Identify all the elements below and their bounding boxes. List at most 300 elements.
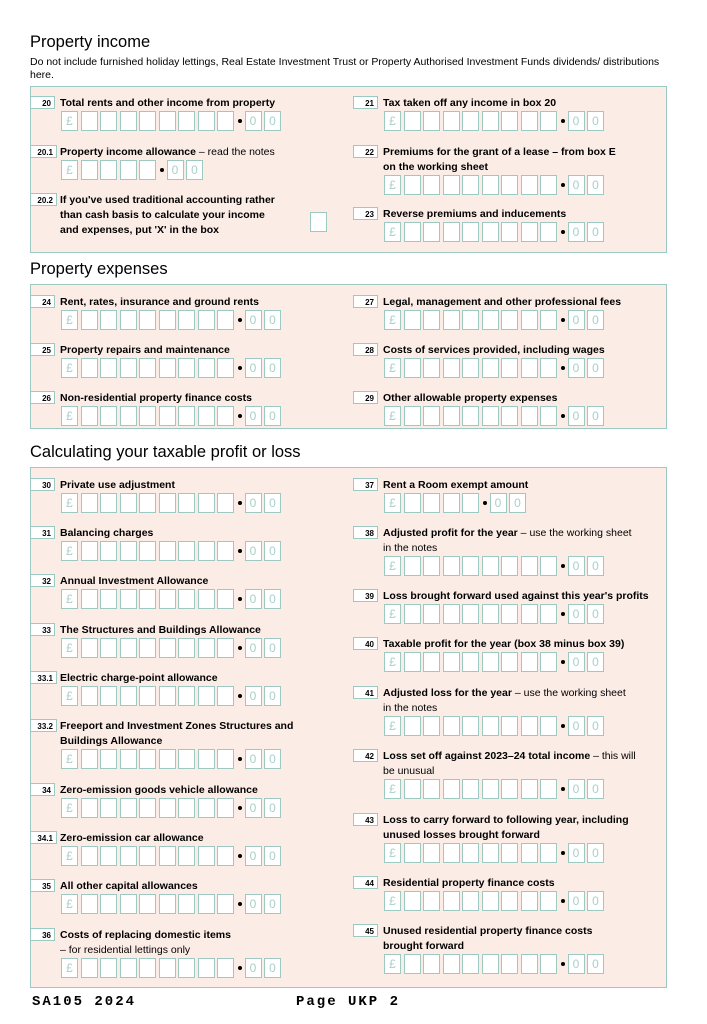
pence-cell[interactable]: 0 <box>245 686 262 706</box>
digit-cell[interactable] <box>139 589 156 609</box>
amount-input[interactable] <box>384 843 607 863</box>
digit-cell[interactable] <box>100 160 117 180</box>
digit-cell[interactable] <box>100 749 117 769</box>
amount-input[interactable] <box>384 891 607 911</box>
digit-cell[interactable] <box>501 358 518 378</box>
pence-cell[interactable]: 0 <box>245 894 262 914</box>
digit-cell[interactable] <box>521 954 538 974</box>
pence-cell[interactable]: 0 <box>264 638 281 658</box>
amount-input[interactable] <box>384 175 607 195</box>
digit-cell[interactable] <box>423 556 440 576</box>
digit-cell[interactable] <box>462 604 479 624</box>
digit-cell[interactable] <box>462 406 479 426</box>
digit-cell[interactable] <box>139 846 156 866</box>
digit-cell[interactable] <box>423 222 440 242</box>
amount-input[interactable] <box>61 638 284 658</box>
amount-input[interactable] <box>61 749 284 769</box>
digit-cell[interactable] <box>501 843 518 863</box>
digit-cell[interactable] <box>159 798 176 818</box>
pound-cell[interactable]: £ <box>384 111 401 131</box>
digit-cell[interactable] <box>217 111 234 131</box>
pence-cell[interactable]: 0 <box>587 891 604 911</box>
pence-cell[interactable]: 0 <box>245 638 262 658</box>
digit-cell[interactable] <box>81 541 98 561</box>
digit-cell[interactable] <box>462 358 479 378</box>
pound-cell[interactable]: £ <box>61 358 78 378</box>
digit-cell[interactable] <box>462 493 479 513</box>
pound-cell[interactable]: £ <box>384 652 401 672</box>
digit-cell[interactable] <box>120 541 137 561</box>
pence-cell[interactable]: 0 <box>587 406 604 426</box>
digit-cell[interactable] <box>159 894 176 914</box>
pence-cell[interactable]: 0 <box>568 891 585 911</box>
pound-cell[interactable]: £ <box>384 358 401 378</box>
digit-cell[interactable] <box>443 954 460 974</box>
pence-cell[interactable]: 0 <box>587 358 604 378</box>
digit-cell[interactable] <box>404 175 421 195</box>
pence-cell[interactable]: 0 <box>587 954 604 974</box>
amount-input[interactable] <box>61 493 284 513</box>
digit-cell[interactable] <box>423 779 440 799</box>
digit-cell[interactable] <box>120 638 137 658</box>
digit-cell[interactable] <box>482 843 499 863</box>
digit-cell[interactable] <box>139 894 156 914</box>
digit-cell[interactable] <box>404 222 421 242</box>
digit-cell[interactable] <box>501 779 518 799</box>
digit-cell[interactable] <box>521 358 538 378</box>
digit-cell[interactable] <box>178 310 195 330</box>
digit-cell[interactable] <box>423 891 440 911</box>
digit-cell[interactable] <box>217 894 234 914</box>
digit-cell[interactable] <box>217 358 234 378</box>
digit-cell[interactable] <box>501 652 518 672</box>
digit-cell[interactable] <box>443 493 460 513</box>
digit-cell[interactable] <box>404 493 421 513</box>
digit-cell[interactable] <box>120 358 137 378</box>
digit-cell[interactable] <box>217 541 234 561</box>
pence-cell[interactable]: 0 <box>490 493 507 513</box>
digit-cell[interactable] <box>81 798 98 818</box>
digit-cell[interactable] <box>443 310 460 330</box>
digit-cell[interactable] <box>462 556 479 576</box>
digit-cell[interactable] <box>443 843 460 863</box>
amount-input[interactable] <box>384 556 607 576</box>
digit-cell[interactable] <box>217 798 234 818</box>
digit-cell[interactable] <box>159 493 176 513</box>
digit-cell[interactable] <box>217 589 234 609</box>
digit-cell[interactable] <box>178 798 195 818</box>
pence-cell[interactable]: 0 <box>587 175 604 195</box>
digit-cell[interactable] <box>482 891 499 911</box>
pence-cell[interactable]: 0 <box>568 604 585 624</box>
digit-cell[interactable] <box>482 556 499 576</box>
digit-cell[interactable] <box>540 111 557 131</box>
digit-cell[interactable] <box>139 111 156 131</box>
pound-cell[interactable]: £ <box>61 589 78 609</box>
digit-cell[interactable] <box>462 779 479 799</box>
digit-cell[interactable] <box>521 891 538 911</box>
digit-cell[interactable] <box>443 891 460 911</box>
digit-cell[interactable] <box>501 111 518 131</box>
digit-cell[interactable] <box>100 846 117 866</box>
amount-input[interactable] <box>61 846 284 866</box>
digit-cell[interactable] <box>404 556 421 576</box>
digit-cell[interactable] <box>501 556 518 576</box>
digit-cell[interactable] <box>100 111 117 131</box>
digit-cell[interactable] <box>540 406 557 426</box>
digit-cell[interactable] <box>443 652 460 672</box>
digit-cell[interactable] <box>198 406 215 426</box>
pence-cell[interactable]: 0 <box>264 686 281 706</box>
amount-input[interactable] <box>384 779 607 799</box>
digit-cell[interactable] <box>404 779 421 799</box>
digit-cell[interactable] <box>178 846 195 866</box>
digit-cell[interactable] <box>521 779 538 799</box>
digit-cell[interactable] <box>404 652 421 672</box>
pence-cell[interactable]: 0 <box>568 954 585 974</box>
pence-cell[interactable]: 0 <box>568 222 585 242</box>
pence-cell[interactable]: 0 <box>264 894 281 914</box>
digit-cell[interactable] <box>198 638 215 658</box>
digit-cell[interactable] <box>443 222 460 242</box>
digit-cell[interactable] <box>462 222 479 242</box>
digit-cell[interactable] <box>521 652 538 672</box>
pound-cell[interactable]: £ <box>384 779 401 799</box>
pound-cell[interactable]: £ <box>61 749 78 769</box>
pence-cell[interactable]: 0 <box>264 846 281 866</box>
digit-cell[interactable] <box>521 406 538 426</box>
digit-cell[interactable] <box>81 406 98 426</box>
digit-cell[interactable] <box>139 493 156 513</box>
digit-cell[interactable] <box>404 111 421 131</box>
digit-cell[interactable] <box>178 894 195 914</box>
digit-cell[interactable] <box>139 406 156 426</box>
digit-cell[interactable] <box>482 175 499 195</box>
digit-cell[interactable] <box>217 638 234 658</box>
digit-cell[interactable] <box>139 638 156 658</box>
pence-cell[interactable]: 0 <box>264 958 281 978</box>
digit-cell[interactable] <box>443 604 460 624</box>
pound-cell[interactable]: £ <box>61 111 78 131</box>
pound-cell[interactable]: £ <box>384 493 401 513</box>
pence-cell[interactable]: 0 <box>264 541 281 561</box>
pence-cell[interactable]: 0 <box>245 846 262 866</box>
digit-cell[interactable] <box>178 958 195 978</box>
digit-cell[interactable] <box>159 749 176 769</box>
digit-cell[interactable] <box>159 358 176 378</box>
amount-input[interactable] <box>384 310 607 330</box>
digit-cell[interactable] <box>139 541 156 561</box>
pound-cell[interactable]: £ <box>384 716 401 736</box>
pence-cell[interactable]: 0 <box>568 556 585 576</box>
digit-cell[interactable] <box>404 358 421 378</box>
pence-cell[interactable]: 0 <box>587 843 604 863</box>
digit-cell[interactable] <box>159 686 176 706</box>
digit-cell[interactable] <box>81 358 98 378</box>
digit-cell[interactable] <box>159 406 176 426</box>
digit-cell[interactable] <box>217 686 234 706</box>
digit-cell[interactable] <box>540 779 557 799</box>
digit-cell[interactable] <box>139 358 156 378</box>
digit-cell[interactable] <box>217 310 234 330</box>
pence-cell[interactable]: 0 <box>587 111 604 131</box>
pence-cell[interactable]: 0 <box>264 358 281 378</box>
pound-cell[interactable]: £ <box>384 310 401 330</box>
amount-input[interactable] <box>384 604 607 624</box>
digit-cell[interactable] <box>482 652 499 672</box>
digit-cell[interactable] <box>198 894 215 914</box>
pence-cell[interactable]: 0 <box>568 652 585 672</box>
pence-cell[interactable]: 0 <box>245 111 262 131</box>
digit-cell[interactable] <box>159 541 176 561</box>
digit-cell[interactable] <box>139 310 156 330</box>
pence-cell[interactable]: 0 <box>568 716 585 736</box>
pound-cell[interactable]: £ <box>61 493 78 513</box>
pence-cell[interactable]: 0 <box>245 749 262 769</box>
amount-input[interactable] <box>384 954 607 974</box>
digit-cell[interactable] <box>198 493 215 513</box>
digit-cell[interactable] <box>178 638 195 658</box>
digit-cell[interactable] <box>217 406 234 426</box>
digit-cell[interactable] <box>540 358 557 378</box>
amount-input[interactable] <box>384 358 607 378</box>
pence-cell[interactable]: 0 <box>186 160 203 180</box>
digit-cell[interactable] <box>404 891 421 911</box>
digit-cell[interactable] <box>423 604 440 624</box>
digit-cell[interactable] <box>120 589 137 609</box>
digit-cell[interactable] <box>81 493 98 513</box>
digit-cell[interactable] <box>217 493 234 513</box>
pence-cell[interactable]: 0 <box>264 589 281 609</box>
pence-cell[interactable]: 0 <box>568 358 585 378</box>
digit-cell[interactable] <box>139 160 156 180</box>
digit-cell[interactable] <box>423 493 440 513</box>
amount-input[interactable] <box>384 493 529 513</box>
amount-input[interactable] <box>61 798 284 818</box>
digit-cell[interactable] <box>81 310 98 330</box>
digit-cell[interactable] <box>100 406 117 426</box>
pound-cell[interactable]: £ <box>61 798 78 818</box>
digit-cell[interactable] <box>81 111 98 131</box>
digit-cell[interactable] <box>198 310 215 330</box>
digit-cell[interactable] <box>159 310 176 330</box>
pence-cell[interactable]: 0 <box>568 111 585 131</box>
pence-cell[interactable]: 0 <box>264 493 281 513</box>
digit-cell[interactable] <box>501 310 518 330</box>
digit-cell[interactable] <box>540 891 557 911</box>
digit-cell[interactable] <box>482 358 499 378</box>
digit-cell[interactable] <box>462 310 479 330</box>
digit-cell[interactable] <box>443 111 460 131</box>
digit-cell[interactable] <box>462 843 479 863</box>
digit-cell[interactable] <box>462 954 479 974</box>
digit-cell[interactable] <box>198 589 215 609</box>
pound-cell[interactable]: £ <box>384 891 401 911</box>
pence-cell[interactable]: 0 <box>245 541 262 561</box>
amount-input[interactable] <box>384 406 607 426</box>
digit-cell[interactable] <box>81 894 98 914</box>
pence-cell[interactable]: 0 <box>245 589 262 609</box>
digit-cell[interactable] <box>139 749 156 769</box>
digit-cell[interactable] <box>482 222 499 242</box>
digit-cell[interactable] <box>501 406 518 426</box>
digit-cell[interactable] <box>178 111 195 131</box>
digit-cell[interactable] <box>198 958 215 978</box>
digit-cell[interactable] <box>501 604 518 624</box>
digit-cell[interactable] <box>198 846 215 866</box>
amount-input[interactable] <box>61 894 284 914</box>
digit-cell[interactable] <box>198 358 215 378</box>
pound-cell[interactable]: £ <box>61 894 78 914</box>
pence-cell[interactable]: 0 <box>264 310 281 330</box>
digit-cell[interactable] <box>120 846 137 866</box>
digit-cell[interactable] <box>120 111 137 131</box>
digit-cell[interactable] <box>482 604 499 624</box>
digit-cell[interactable] <box>423 954 440 974</box>
digit-cell[interactable] <box>198 541 215 561</box>
digit-cell[interactable] <box>423 310 440 330</box>
digit-cell[interactable] <box>501 175 518 195</box>
digit-cell[interactable] <box>120 160 137 180</box>
digit-cell[interactable] <box>423 843 440 863</box>
pound-cell[interactable]: £ <box>384 556 401 576</box>
digit-cell[interactable] <box>100 493 117 513</box>
digit-cell[interactable] <box>482 954 499 974</box>
digit-cell[interactable] <box>482 716 499 736</box>
digit-cell[interactable] <box>540 954 557 974</box>
digit-cell[interactable] <box>501 222 518 242</box>
digit-cell[interactable] <box>159 638 176 658</box>
digit-cell[interactable] <box>423 175 440 195</box>
digit-cell[interactable] <box>540 652 557 672</box>
digit-cell[interactable] <box>540 716 557 736</box>
pound-cell[interactable]: £ <box>61 310 78 330</box>
amount-input[interactable] <box>384 716 607 736</box>
digit-cell[interactable] <box>120 798 137 818</box>
digit-cell[interactable] <box>482 406 499 426</box>
digit-cell[interactable] <box>198 686 215 706</box>
digit-cell[interactable] <box>120 749 137 769</box>
digit-cell[interactable] <box>521 175 538 195</box>
pence-cell[interactable]: 0 <box>509 493 526 513</box>
digit-cell[interactable] <box>159 958 176 978</box>
pence-cell[interactable]: 0 <box>587 652 604 672</box>
digit-cell[interactable] <box>423 716 440 736</box>
digit-cell[interactable] <box>81 749 98 769</box>
digit-cell[interactable] <box>217 958 234 978</box>
digit-cell[interactable] <box>443 556 460 576</box>
digit-cell[interactable] <box>404 406 421 426</box>
pound-cell[interactable]: £ <box>384 604 401 624</box>
digit-cell[interactable] <box>81 846 98 866</box>
amount-input[interactable] <box>384 652 607 672</box>
digit-cell[interactable] <box>443 406 460 426</box>
digit-cell[interactable] <box>521 604 538 624</box>
pence-cell[interactable]: 0 <box>245 358 262 378</box>
digit-cell[interactable] <box>521 222 538 242</box>
pence-cell[interactable]: 0 <box>587 716 604 736</box>
digit-cell[interactable] <box>404 716 421 736</box>
digit-cell[interactable] <box>540 604 557 624</box>
digit-cell[interactable] <box>120 310 137 330</box>
pound-cell[interactable]: £ <box>384 843 401 863</box>
pound-cell[interactable]: £ <box>61 406 78 426</box>
pence-cell[interactable]: 0 <box>245 493 262 513</box>
digit-cell[interactable] <box>482 111 499 131</box>
digit-cell[interactable] <box>443 716 460 736</box>
digit-cell[interactable] <box>443 358 460 378</box>
pence-cell[interactable]: 0 <box>568 310 585 330</box>
digit-cell[interactable] <box>443 175 460 195</box>
amount-input[interactable] <box>61 589 284 609</box>
digit-cell[interactable] <box>540 556 557 576</box>
pence-cell[interactable]: 0 <box>568 175 585 195</box>
amount-input[interactable] <box>61 111 284 131</box>
digit-cell[interactable] <box>178 358 195 378</box>
pence-cell[interactable]: 0 <box>568 843 585 863</box>
digit-cell[interactable] <box>81 958 98 978</box>
digit-cell[interactable] <box>501 954 518 974</box>
pence-cell[interactable]: 0 <box>568 779 585 799</box>
pence-cell[interactable]: 0 <box>264 406 281 426</box>
digit-cell[interactable] <box>159 111 176 131</box>
digit-cell[interactable] <box>198 798 215 818</box>
pence-cell[interactable]: 0 <box>587 310 604 330</box>
pound-cell[interactable]: £ <box>384 406 401 426</box>
digit-cell[interactable] <box>462 175 479 195</box>
digit-cell[interactable] <box>423 652 440 672</box>
pence-cell[interactable]: 0 <box>587 556 604 576</box>
digit-cell[interactable] <box>139 686 156 706</box>
pence-cell[interactable]: 0 <box>264 111 281 131</box>
digit-cell[interactable] <box>120 894 137 914</box>
pence-cell[interactable]: 0 <box>264 798 281 818</box>
pence-cell[interactable]: 0 <box>587 604 604 624</box>
pound-cell[interactable]: £ <box>61 958 78 978</box>
digit-cell[interactable] <box>178 749 195 769</box>
pound-cell[interactable]: £ <box>61 846 78 866</box>
digit-cell[interactable] <box>521 111 538 131</box>
digit-cell[interactable] <box>521 310 538 330</box>
digit-cell[interactable] <box>198 749 215 769</box>
digit-cell[interactable] <box>404 954 421 974</box>
digit-cell[interactable] <box>178 589 195 609</box>
digit-cell[interactable] <box>139 958 156 978</box>
digit-cell[interactable] <box>482 310 499 330</box>
digit-cell[interactable] <box>100 958 117 978</box>
digit-cell[interactable] <box>100 798 117 818</box>
pence-cell[interactable]: 0 <box>264 749 281 769</box>
digit-cell[interactable] <box>178 541 195 561</box>
digit-cell[interactable] <box>120 406 137 426</box>
digit-cell[interactable] <box>462 716 479 736</box>
digit-cell[interactable] <box>217 749 234 769</box>
pence-cell[interactable]: 0 <box>587 222 604 242</box>
digit-cell[interactable] <box>540 222 557 242</box>
digit-cell[interactable] <box>81 589 98 609</box>
digit-cell[interactable] <box>100 310 117 330</box>
digit-cell[interactable] <box>120 493 137 513</box>
digit-cell[interactable] <box>423 358 440 378</box>
amount-input[interactable] <box>61 358 284 378</box>
digit-cell[interactable] <box>404 310 421 330</box>
digit-cell[interactable] <box>501 891 518 911</box>
digit-cell[interactable] <box>81 160 98 180</box>
pound-cell[interactable]: £ <box>384 175 401 195</box>
pence-cell[interactable]: 0 <box>245 310 262 330</box>
digit-cell[interactable] <box>462 891 479 911</box>
digit-cell[interactable] <box>120 686 137 706</box>
